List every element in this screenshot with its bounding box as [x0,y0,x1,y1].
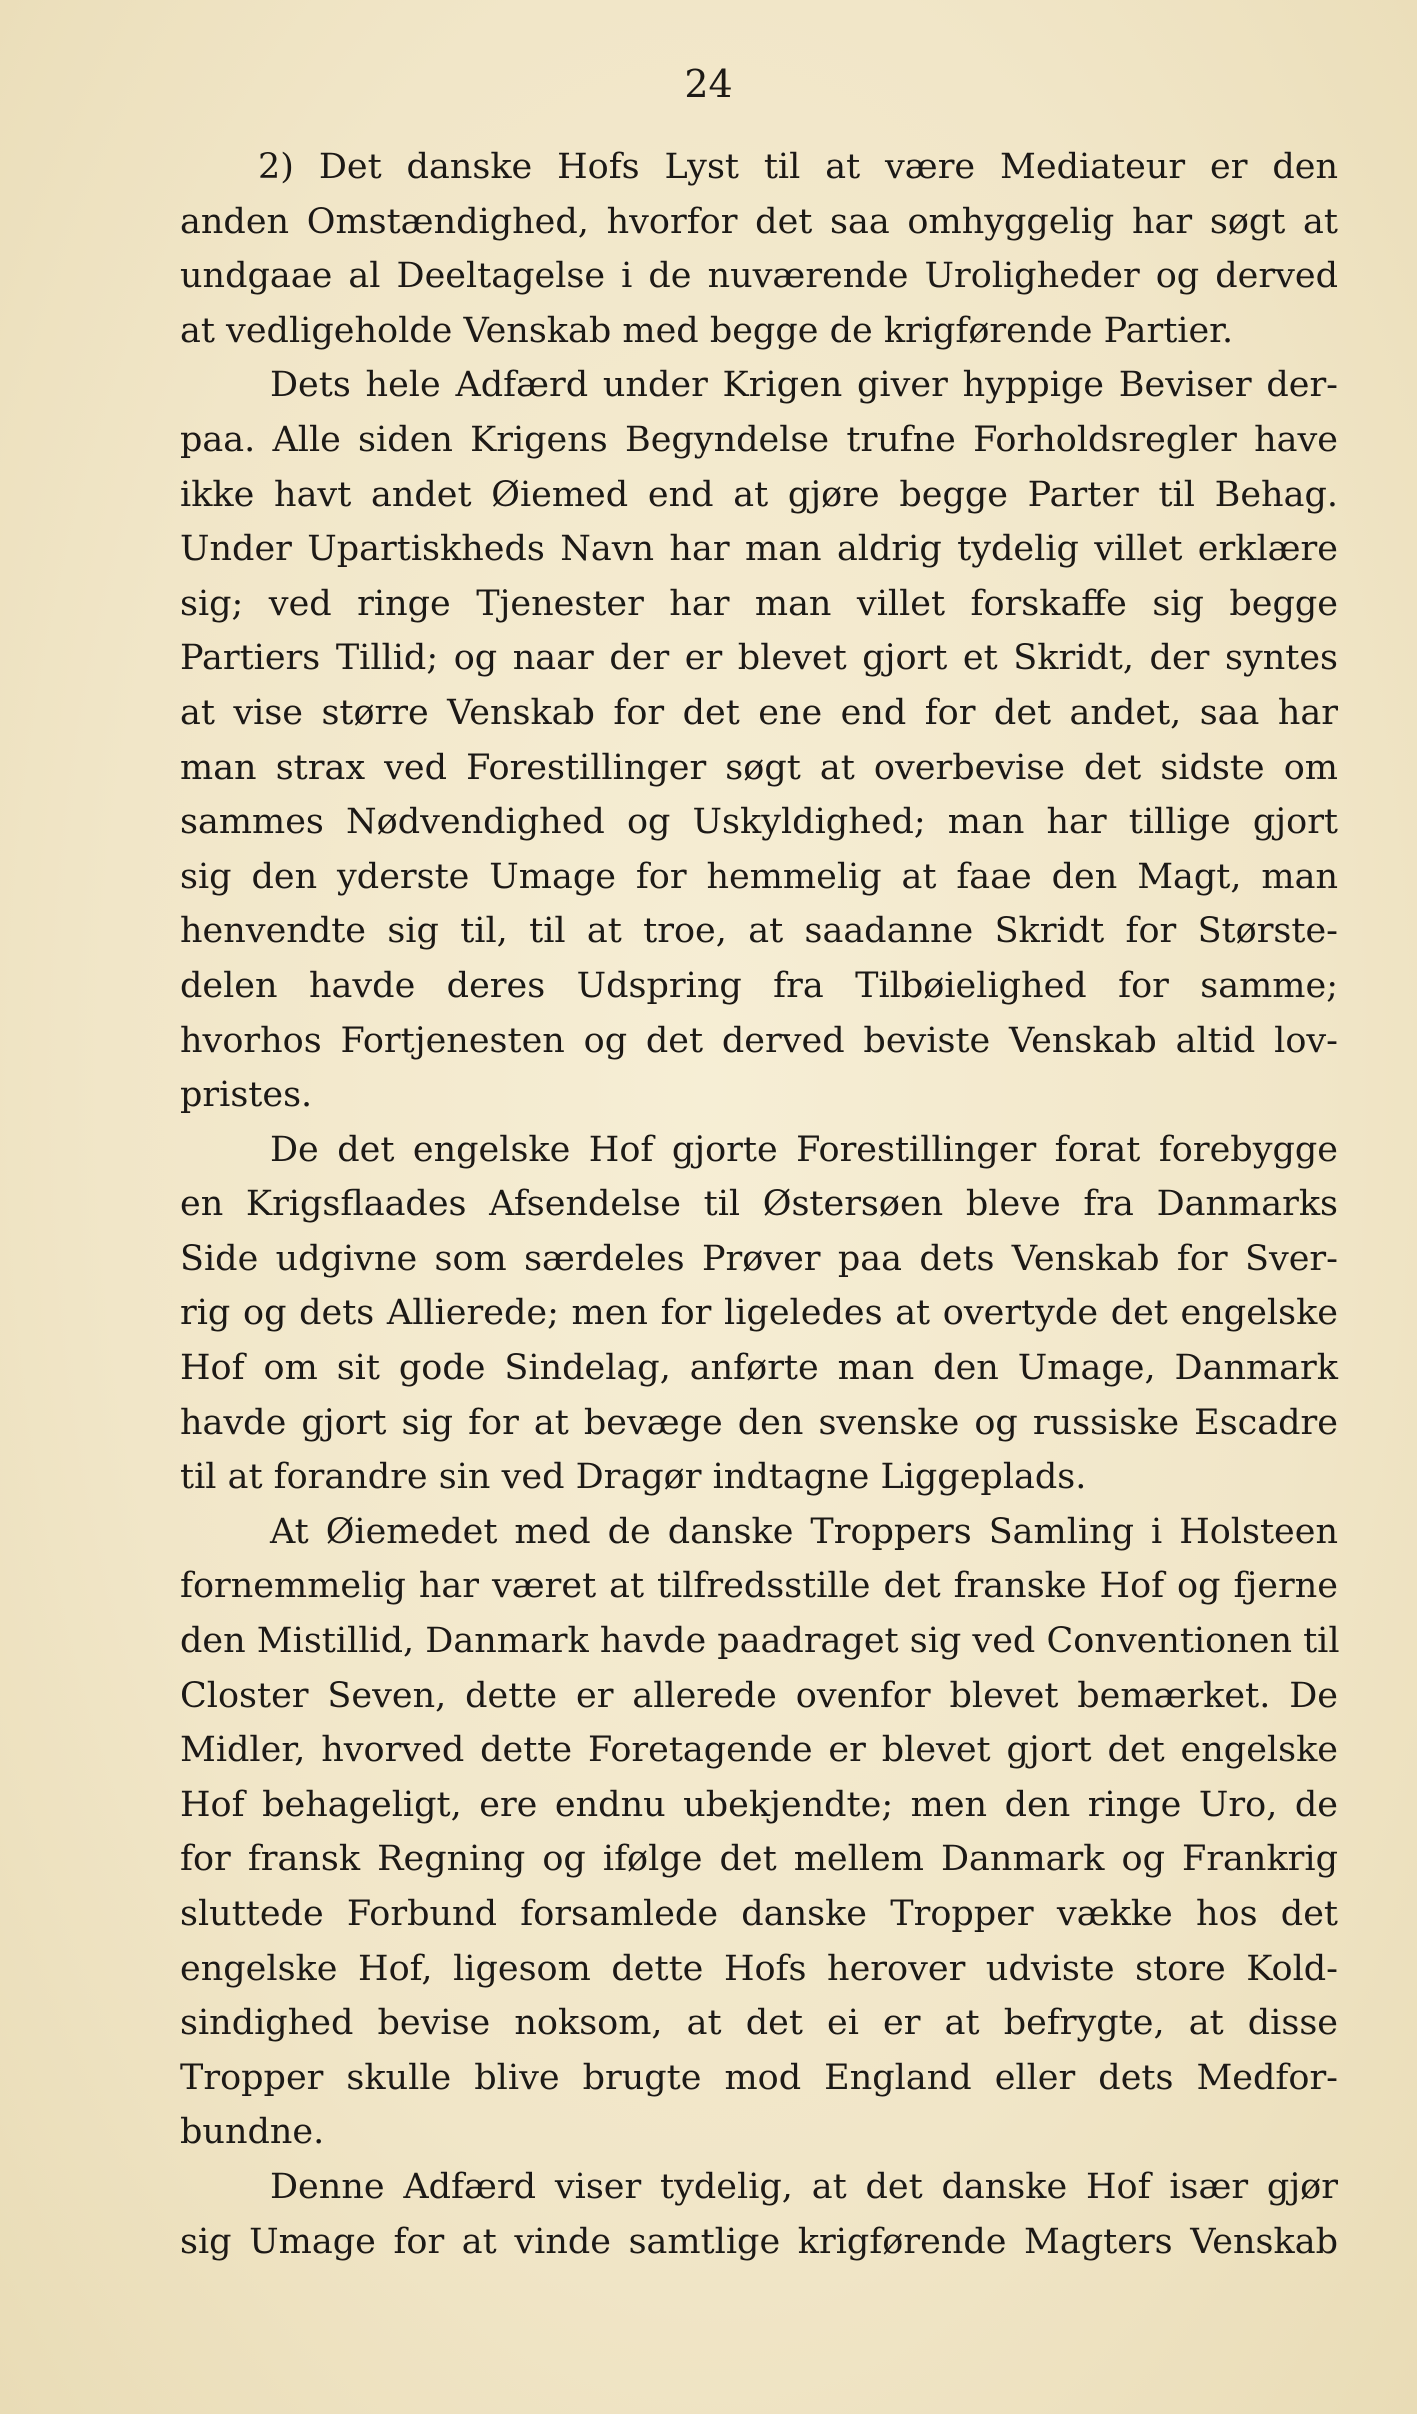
text-line: Tropper skulle blive brugte mod England eller dets Medfor- [180,2057,1338,2098]
text-line: sammes Nødvendighed og Uskyldighed; man har tillige gjort [180,802,1338,843]
page-number: 24 [684,62,733,106]
text-line: sig Umage for at vinde samtlige krigførende Magters Venskab [180,2221,1338,2262]
text-line: sig den yderste Umage for hemmelig at faae den Magt, man [180,856,1338,897]
text-line: fornemmelig har været at tilfredsstille det franske Hof og fjerne [180,1566,1338,1607]
text-line: den Mistillid, Danmark havde paadraget sig ved Conventionen til [180,1621,1340,1662]
text-line: rig og dets Allierede; men for ligeledes at overtyde det engelske [180,1293,1338,1334]
text-line: Closter Seven, dette er allerede ovenfor blevet bemærket. De [180,1675,1338,1716]
text-line: delen havde deres Udspring fra Tilbøielighed for samme; [180,965,1338,1006]
text-line: Partiers Tillid; og naar der er blevet gjort et Skridt, der syntes [180,638,1338,679]
text-line: Dets hele Adfærd under Krigen giver hyppige Beviser der- [270,365,1338,406]
text-line: Midler, hvorved dette Foretagende er blevet gjort det engelske [180,1730,1338,1771]
text-line: sluttede Forbund forsamlede danske Tropper vække hos det [180,1894,1338,1934]
body-text [180,140,1338,2269]
text-line: man strax ved Forestillinger søgt at overbevise det sidste om [180,747,1338,788]
text-line: for fransk Regning og ifølge det mellem Danmark og Frankrig [180,1839,1338,1880]
text-line: Under Upartiskheds Navn har man aldrig tydelig villet erklære [180,529,1338,570]
text-line: anden Omstændighed, hvorfor det saa omhyggelig har søgt at [180,201,1338,242]
text-line: at vise større Venskab for det ene end for det andet, saa har [180,692,1338,733]
text-line: paa. Alle siden Krigens Begyndelse trufne Forholdsregler have [180,419,1338,460]
text-line: at vedligeholde Venskab med begge de krigførende Partier. [180,310,1234,351]
text-line: engelske Hof, ligesom dette Hofs herover udviste store Kold- [180,1948,1338,1989]
text-line: Denne Adfærd viser tydelig, at det danske Hof især gjør [270,2166,1338,2207]
text-line: havde gjort sig for at bevæge den svenske og russiske Escadre [180,1402,1338,1443]
text-line: sig; ved ringe Tjenester har man villet forskaffe sig begge [180,583,1338,624]
text-line: sindighed bevise noksom, at det ei er at befrygte, at disse [180,2003,1338,2044]
text-line: en Krigsflaades Afsendelse til Østersøen bleve fra Danmarks [180,1184,1338,1225]
text-line: hvorhos Fortjenesten og det derved beviste Venskab altid lov- [180,1020,1338,1061]
text-line: pristes. [180,1075,313,1116]
text-line: At Øiemedet med de danske Troppers Samling i Holsteen [270,1511,1338,1552]
text-line: henvendte sig til, til at troe, at saadanne Skridt for Største- [180,911,1338,952]
text-line: undgaae al Deeltagelse i de nuværende Uroligheder og derved [180,256,1338,297]
text-line: til at forandre sin ved Dragør indtagne Liggeplads. [180,1457,1087,1498]
text-line: Side udgivne som særdeles Prøver paa dets Venskab for Sver- [180,1238,1338,1279]
text-line: Hof behageligt, ere endnu ubekjendte; men den ringe Uro, de [180,1784,1338,1825]
text-line: 2) Det danske Hofs Lyst til at være Mediateur er den [258,147,1338,187]
text-line: bundne. [180,2112,325,2153]
text-line: De det engelske Hof gjorte Forestillinger forat forebygge [270,1129,1338,1170]
text-line: Hof om sit gode Sindelag, anførte man den Umage, Danmark [180,1348,1338,1389]
text-line: ikke havt andet Øiemed end at gjøre begge Parter til Behag. [180,474,1338,515]
